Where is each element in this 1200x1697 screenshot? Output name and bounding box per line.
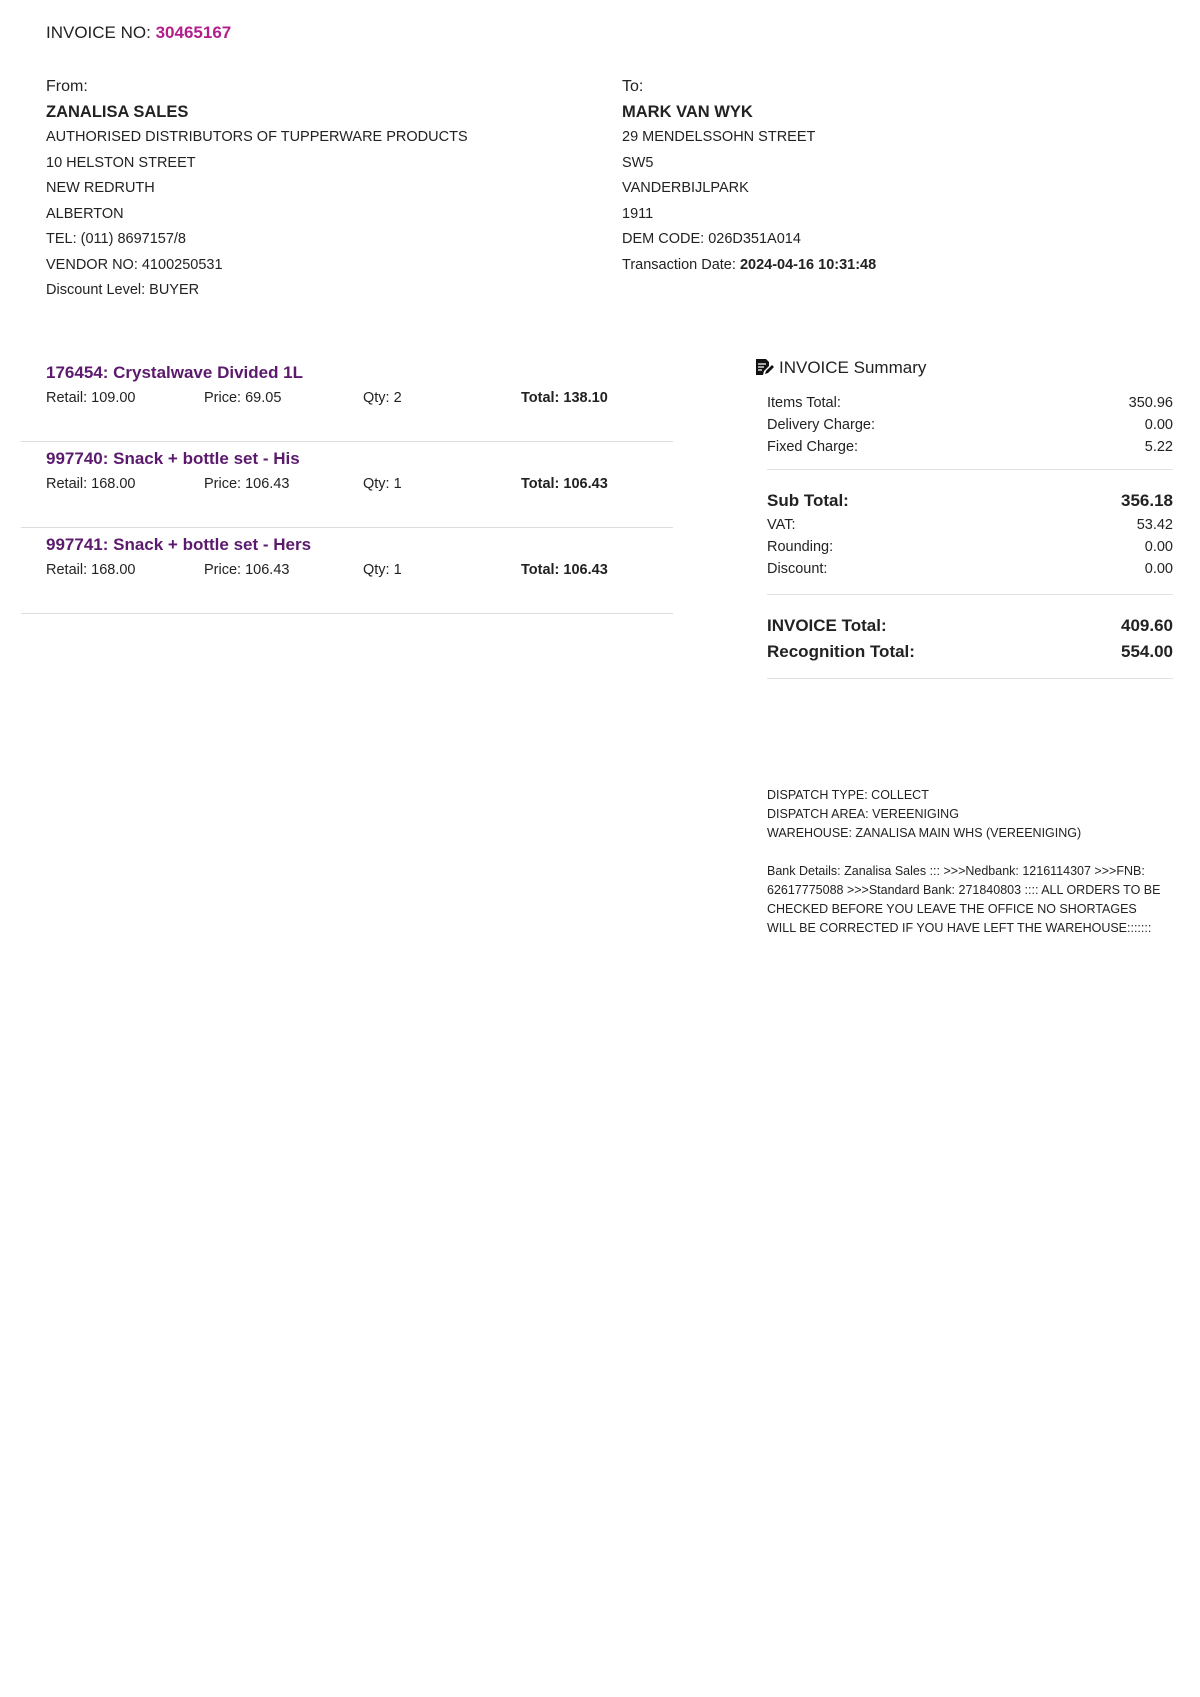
recognition-total-label: Recognition Total: <box>767 642 915 661</box>
item-qty: Qty: 1 <box>363 562 402 578</box>
from-line: 10 HELSTON STREET <box>46 154 196 171</box>
summary-heading <box>755 358 1173 384</box>
from-line: NEW REDRUTH <box>46 180 155 196</box>
to-line: SW5 <box>622 154 654 171</box>
to-label: To: <box>622 78 644 95</box>
subtotal-label: Sub Total: <box>767 491 849 510</box>
transaction-date-label: Transaction Date: <box>622 256 736 273</box>
to-line: DEM CODE: 026D351A014 <box>622 231 801 247</box>
invoice-number: 30465167 <box>155 23 232 42</box>
summary-row-recognition-total <box>767 639 1173 665</box>
item-retail: Retail: 109.00 <box>46 390 136 406</box>
to-line: 29 MENDELSSOHN STREET <box>622 129 816 145</box>
transaction-date-value: 2024-04-16 10:31:48 <box>739 256 877 273</box>
summary-row-vat <box>767 514 1173 536</box>
item-price: Price: 106.43 <box>204 562 290 578</box>
subtotal-value: 356.18 <box>1121 491 1173 510</box>
summary-row-rounding <box>767 536 1173 558</box>
list-item <box>21 442 673 528</box>
summary-value: 0.00 <box>1144 539 1173 555</box>
item-price: Price: 69.05 <box>204 390 282 406</box>
item-total: Total: 138.10 <box>521 390 608 406</box>
from-line: Discount Level: BUYER <box>46 282 200 298</box>
transaction-date-line <box>622 253 1102 279</box>
to-name: MARK VAN WYK <box>622 102 753 121</box>
summary-label: Items Total: <box>767 395 841 411</box>
summary-charges-group <box>767 384 1173 470</box>
from-address-block <box>46 74 526 304</box>
summary-label: Rounding: <box>767 539 834 555</box>
dispatch-area: DISPATCH AREA: VEREENIGING <box>767 807 959 821</box>
from-line: AUTHORISED DISTRIBUTORS OF TUPPERWARE PRODUCTS <box>46 129 468 145</box>
summary-label: Delivery Charge: <box>767 417 875 433</box>
item-retail: Retail: 168.00 <box>46 562 136 578</box>
from-name: ZANALISA SALES <box>46 102 189 121</box>
dispatch-notes <box>767 786 1167 938</box>
summary-value: 350.96 <box>1128 395 1173 411</box>
from-line: ALBERTON <box>46 205 124 222</box>
dispatch-warehouse: WAREHOUSE: ZANALISA MAIN WHS (VEREENIGING) <box>767 826 1082 840</box>
summary-row-subtotal <box>767 488 1173 514</box>
summary-label: Fixed Charge: <box>767 439 859 455</box>
summary-row-fixed-charge <box>767 436 1173 458</box>
summary-label: Discount: <box>767 561 828 577</box>
item-retail: Retail: 168.00 <box>46 476 136 492</box>
invoice-total-label: INVOICE Total: <box>767 616 887 635</box>
item-price: Price: 106.43 <box>204 476 290 492</box>
invoice-total-value: 409.60 <box>1121 616 1173 635</box>
item-total: Total: 106.43 <box>521 476 608 492</box>
from-line: VENDOR NO: 4100250531 <box>46 256 223 273</box>
invoice-number-label: INVOICE NO: <box>46 23 151 42</box>
summary-label: VAT: <box>767 517 796 533</box>
line-items-list <box>21 356 673 614</box>
list-item <box>21 528 673 614</box>
summary-value: 0.00 <box>1144 417 1173 433</box>
summary-value: 5.22 <box>1144 439 1173 455</box>
summary-row-invoice-total <box>767 613 1173 639</box>
item-qty: Qty: 1 <box>363 476 402 492</box>
from-line: TEL: (011) 8697157/8 <box>46 231 186 247</box>
dispatch-type: DISPATCH TYPE: COLLECT <box>767 788 929 802</box>
recognition-total-value: 554.00 <box>1121 642 1173 661</box>
list-item <box>21 356 673 442</box>
item-title: 176454: Crystalwave Divided 1L <box>46 363 304 382</box>
from-label: From: <box>46 78 88 95</box>
invoice-summary-panel <box>755 358 1173 679</box>
item-total: Total: 106.43 <box>521 562 608 578</box>
edit-document-icon <box>755 358 775 381</box>
to-address-block <box>622 74 1102 278</box>
item-title: 997740: Snack + bottle set - His <box>46 449 300 468</box>
summary-subtotal-group <box>767 470 1173 595</box>
summary-value: 0.00 <box>1144 561 1173 577</box>
summary-row-discount <box>767 558 1173 580</box>
summary-value: 53.42 <box>1136 517 1173 533</box>
to-line: VANDERBIJLPARK <box>622 180 749 196</box>
summary-totals-group <box>767 595 1173 679</box>
invoice-number-heading <box>46 23 231 43</box>
item-qty: Qty: 2 <box>363 390 402 406</box>
summary-row-items-total <box>767 392 1173 414</box>
item-title: 997741: Snack + bottle set - Hers <box>46 535 312 554</box>
summary-title: INVOICE Summary <box>779 358 927 377</box>
bank-details: Bank Details: Zanalisa Sales ::: >>>Nedbank: 1216114307 >>>FNB: 62617775088 >>>Standard Bank: 271840803 :::: ALL ORDERS TO BE CHECKED BEFORE YOU LEAVE THE OFFICE NO SHORTAGES WILL BE CORRECTED IF YOU HAVE LEFT THE WAREHOUSE::::::: <box>767 864 1161 935</box>
to-line: 1911 <box>622 205 654 222</box>
summary-row-delivery-charge <box>767 414 1173 436</box>
